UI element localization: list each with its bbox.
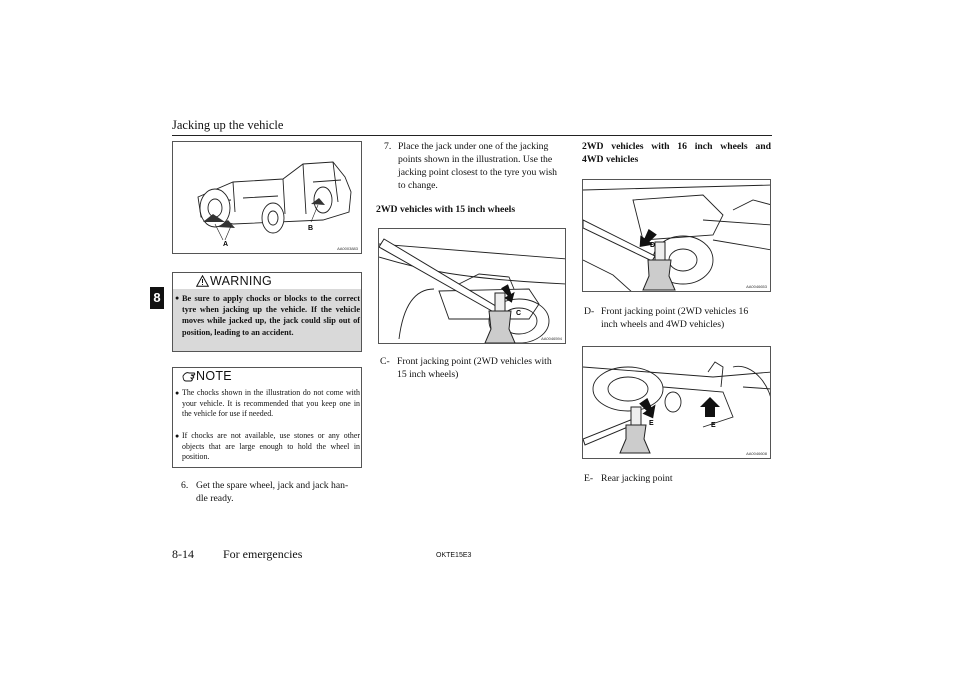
page-header-title: Jacking up the vehicle [172,118,284,132]
jack-underbody-drawing [379,229,566,344]
figure-code: AA0046653 [746,284,767,289]
jack-post [655,242,665,260]
note-box [172,367,362,468]
step-number: 6. [181,480,189,491]
footer-doc-code: OKTE15E3 [436,552,472,559]
note-hand-icon [182,370,196,382]
step-text: Place the jack under one of the jacking [398,141,549,152]
step-text: Get the spare wheel, jack and jack han- [196,480,349,491]
caption-key: E- [584,473,594,484]
jack-post [631,407,641,425]
note-item: ● The chocks shown in the illustration do not come with your vehicle. It is recommended that you keep one in the vehicle for use if needed. [175,388,360,418]
warning-title: WARNING [210,274,273,288]
fig4-label-e2: E [711,422,716,429]
warning-item: ● Be sure to apply chocks or blocks to the correct tyre when jacking up the vehicle. If the vehicle moves while jacked up, the jack could slip out of position, leading to an accident. [175,294,360,337]
caption-text: Rear jacking point [601,473,673,484]
caption-key: C- [380,356,390,367]
step-text: points shown in the illustration. Use the [398,154,553,165]
bullet-icon: ● [175,389,180,397]
step-text: to change. [398,180,438,191]
figure-chock-illustration [172,141,362,254]
caption-key: D- [584,306,595,317]
fig1-label-b: B [308,225,314,232]
fig4-label-e1: E [649,420,654,427]
jack-underbody-drawing [583,180,771,292]
figure-code: AA0003883 [337,246,358,251]
figure-front-jacking-2wd15 [378,228,566,344]
step-text: jacking point closest to the tyre you wish [398,167,558,178]
caption-text: 15 inch wheels) [397,369,459,380]
chapter-tab: 8 [150,287,164,309]
footer-page-number: 8-14 [172,547,194,561]
section-heading: 4WD vehicles [582,154,639,165]
fig1-label-a: A [223,241,229,248]
step-number: 7. [384,141,392,152]
fig3-label-d: D [650,242,656,249]
truck-chock-drawing [173,142,362,254]
arrow-icon [700,397,720,417]
section-heading: 2WD vehicles with 16 inch wheels and [582,141,771,152]
fig2-label-c: C [516,310,522,317]
figure-code: AA0046608 [746,451,767,456]
note-title: NOTE [196,369,232,383]
section-heading: 2WD vehicles with 15 inch wheels [376,204,516,215]
warning-header [173,273,361,289]
chock-right [311,198,325,205]
bullet-icon: ● [175,432,180,440]
jack-post [495,293,505,311]
footer-section-title: For emergencies [223,547,303,561]
header-rule [172,135,772,136]
figure-rear-jacking [582,346,771,459]
note-header [173,368,361,384]
bullet-icon: ● [175,294,180,302]
figure-front-jacking-2wd16-4wd [582,179,771,292]
caption-text: inch wheels and 4WD vehicles) [601,319,725,330]
jack-body [643,260,675,290]
step-text: dle ready. [196,493,234,504]
caption-text: Front jacking point (2WD vehicles with [397,356,552,367]
jack-rear-drawing [583,347,771,459]
figure-code: AA0046594 [541,336,562,341]
note-item: ● If chocks are not available, use stones or any other objects that are large enough to hold the wheel in position. [175,431,360,461]
jack-handle [379,239,509,319]
warning-box [172,272,362,352]
jack-body [620,425,650,453]
jack-body [485,311,515,343]
warning-triangle-icon [196,275,209,287]
caption-text: Front jacking point (2WD vehicles 16 [601,306,749,317]
